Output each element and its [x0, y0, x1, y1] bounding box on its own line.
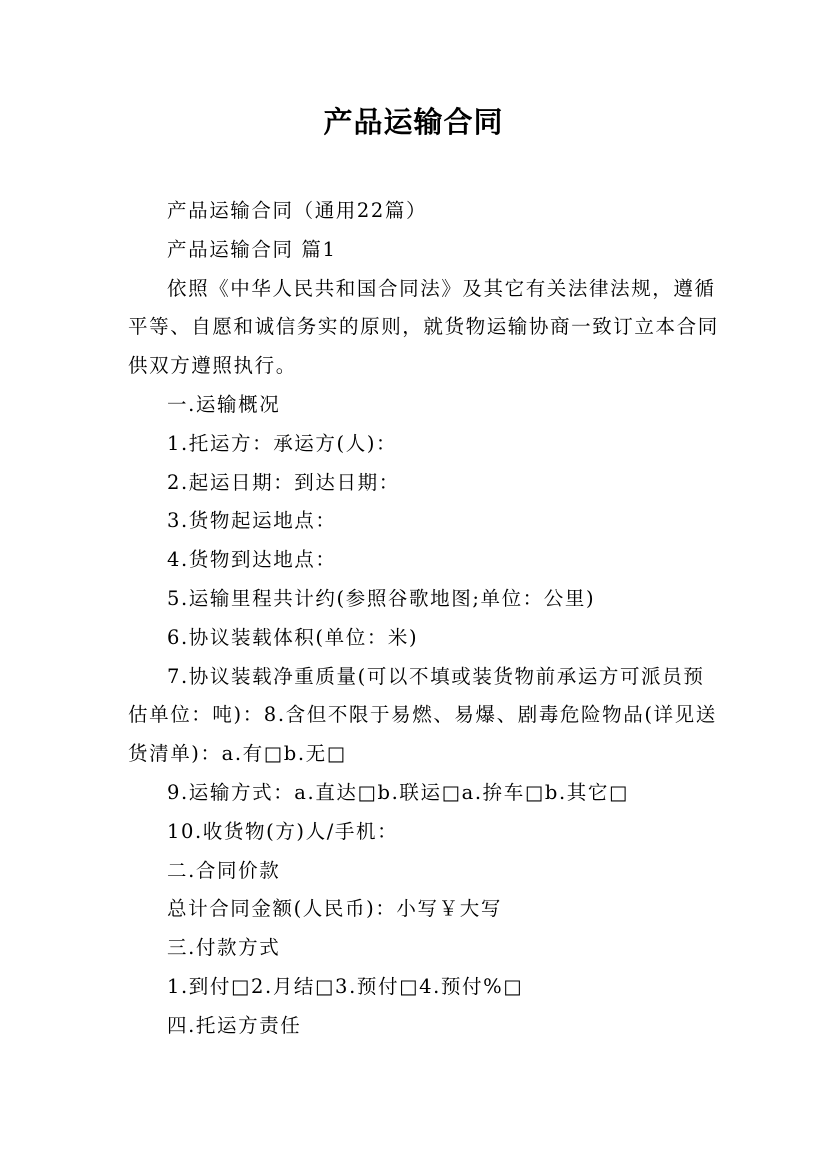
clause-item: 3.货物起运地点：	[167, 509, 337, 533]
clause-item: 6.协议装载体积(单位：米)	[167, 625, 419, 649]
intro-paragraph: 依照《中华人民共和国合同法》及其它有关法律法规，遵循平等、自愿和诚信务实的原则，就货物运输协商一致订立本合同供双方遵照执行。	[128, 276, 719, 378]
section-heading: 产品运输合同 篇1	[167, 237, 337, 261]
section-heading: 三.付款方式	[167, 936, 281, 960]
section-heading: 一.运输概况	[167, 392, 281, 416]
section-heading: 二.合同价款	[167, 858, 281, 882]
section-heading: 四.托运方责任	[167, 1013, 302, 1037]
clause-item: 总计合同金额(人民币)：小写￥大写	[167, 897, 502, 921]
clause-item: 7.协议装载净重质量(可以不填或装货物前承运方可派员预估单位：吨)：8.含但不限于易燃、易爆、剧毒危险物品(详见送货清单)：a.有□b.无□	[128, 664, 717, 766]
clause-item: 9.运输方式：a.直达□b.联运□a.拚车□b.其它□	[167, 780, 630, 804]
document-title: 产品运输合同	[323, 105, 504, 139]
clause-item: 10.收货物(方)人/手机：	[167, 819, 399, 843]
document-body	[128, 192, 720, 1046]
clause-item: 1.到付□2.月结□3.预付□4.预付%□	[167, 974, 524, 998]
clause-item: 1.托运方：承运方(人)：	[167, 431, 398, 455]
clause-item: 4.货物到达地点：	[167, 548, 337, 572]
clause-item: 5.运输里程共计约(参照谷歌地图;单位：公里)	[167, 586, 596, 610]
clause-item: 2.起运日期：到达日期：	[167, 470, 400, 494]
subtitle: 产品运输合同（通用22篇）	[167, 199, 428, 222]
